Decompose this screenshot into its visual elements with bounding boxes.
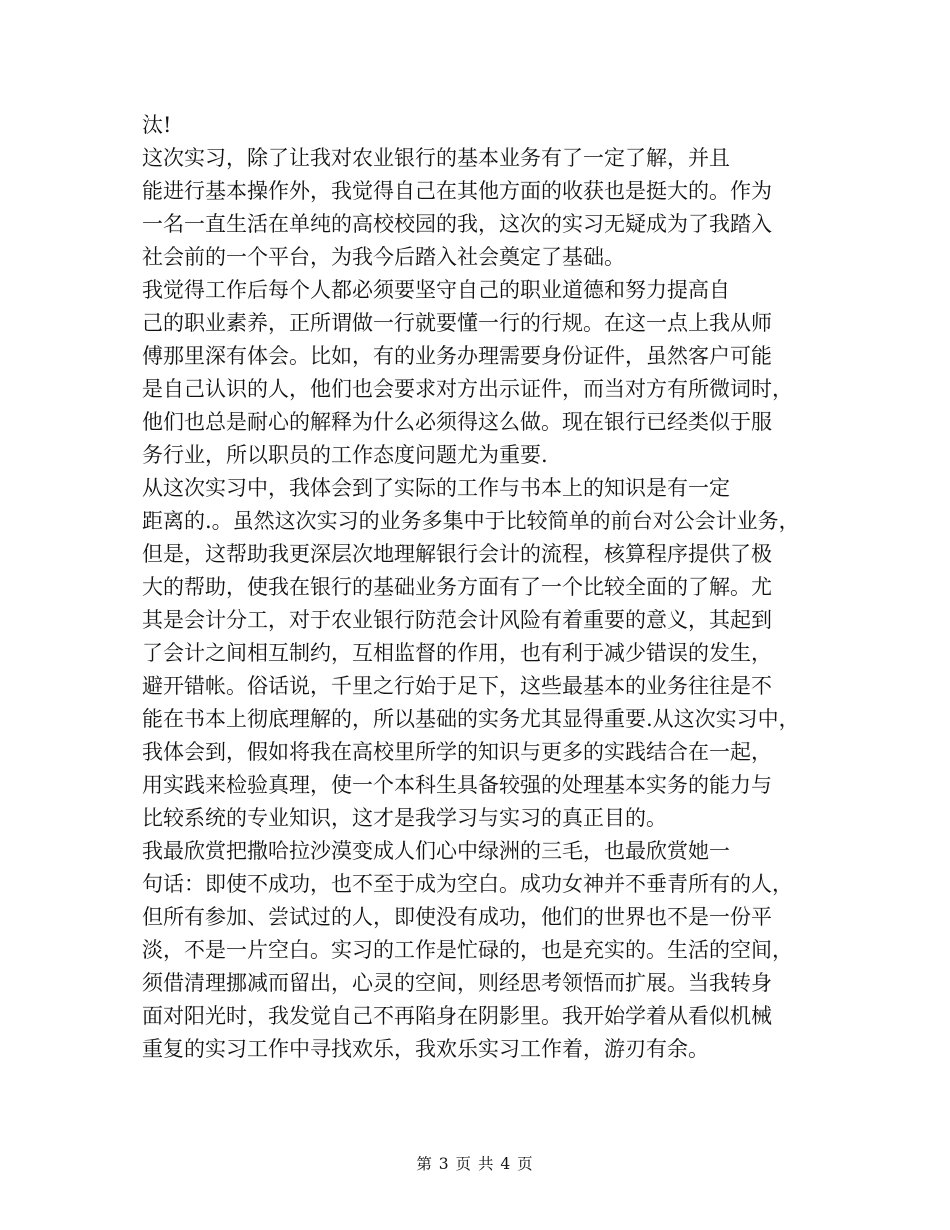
text-line: 句话：即使不成功，也不至于成为空白。成功女神并不垂青所有的人， xyxy=(142,872,793,896)
text-line: 大的帮助，使我在银行的基础业务方面有了一个比较全面的了解。尤 xyxy=(142,575,772,599)
text-line: 须借清理挪减而留出，心灵的空间，则经思考领悟而扩展。当我转身 xyxy=(142,971,772,995)
text-line: 距离的.。虽然这次实习的业务多集中于比较简单的前台对公会计业务， xyxy=(142,509,800,533)
text-line: 但所有参加、尝试过的人，即使没有成功，他们的世界也不是一份平 xyxy=(142,905,772,929)
text-line: 面对阳光时，我发觉自己不再陷身在阴影里。我开始学着从看似机械 xyxy=(142,1004,772,1028)
text-line: 社会前的一个平台，为我今后踏入社会奠定了基础。 xyxy=(142,245,625,269)
text-line: 能进行基本操作外，我觉得自己在其他方面的收获也是挺大的。作为 xyxy=(142,179,772,203)
text-line: 汰! xyxy=(142,113,172,137)
text-line: 重复的实习工作中寻找欢乐，我欢乐实习工作着，游刃有余。 xyxy=(142,1037,709,1061)
text-line: 了会计之间相互制约，互相监督的作用，也有利于减少错误的发生， xyxy=(142,641,772,665)
text-line: 我最欣赏把撒哈拉沙漠变成人们心中绿洲的三毛，也最欣赏她一 xyxy=(142,839,730,863)
text-line: 用实践来检验真理，使一个本科生具备较强的处理基本实务的能力与 xyxy=(142,773,772,797)
text-line: 傅那里深有体会。比如，有的业务办理需要身份证件，虽然客户可能 xyxy=(142,344,772,368)
text-line: 能在书本上彻底理解的，所以基础的实务尤其显得重要.从这次实习中， xyxy=(142,707,800,731)
text-line: 我觉得工作后每个人都必须要坚守自己的职业道德和努力提高自 xyxy=(142,278,730,302)
text-line: 但是，这帮助我更深层次地理解银行会计的流程，核算程序提供了极 xyxy=(142,542,772,566)
text-line: 比较系统的专业知识，这才是我学习与实习的真正目的。 xyxy=(142,806,667,830)
text-line: 一名一直生活在单纯的高校校园的我，这次的实习无疑成为了我踏入 xyxy=(142,212,772,236)
text-line: 从这次实习中，我体会到了实际的工作与书本上的知识是有一定 xyxy=(142,476,730,500)
text-line: 避开错帐。俗话说，千里之行始于足下，这些最基本的业务往往是不 xyxy=(142,674,772,698)
text-line: 务行业，所以职员的工作态度问题尤为重要. xyxy=(142,443,548,467)
text-line: 他们也总是耐心的解释为什么必须得这么做。现在银行已经类似于服 xyxy=(142,410,772,434)
text-line: 我体会到，假如将我在高校里所学的知识与更多的实践结合在一起， xyxy=(142,740,772,764)
text-line: 己的职业素养，正所谓做一行就要懂一行的行规。在这一点上我从师 xyxy=(142,311,772,335)
text-line: 其是会计分工，对于农业银行防范会计风险有着重要的意义，其起到 xyxy=(142,608,772,632)
text-line: 是自己认识的人，他们也会要求对方出示证件，而当对方有所微词时， xyxy=(142,377,793,401)
text-line: 这次实习，除了让我对农业银行的基本业务有了一定了解，并且 xyxy=(142,146,730,170)
page-number-footer: 第 3 页 共 4 页 xyxy=(416,1155,534,1173)
text-line: 淡，不是一片空白。实习的工作是忙碌的，也是充实的。生活的空间， xyxy=(142,938,793,962)
